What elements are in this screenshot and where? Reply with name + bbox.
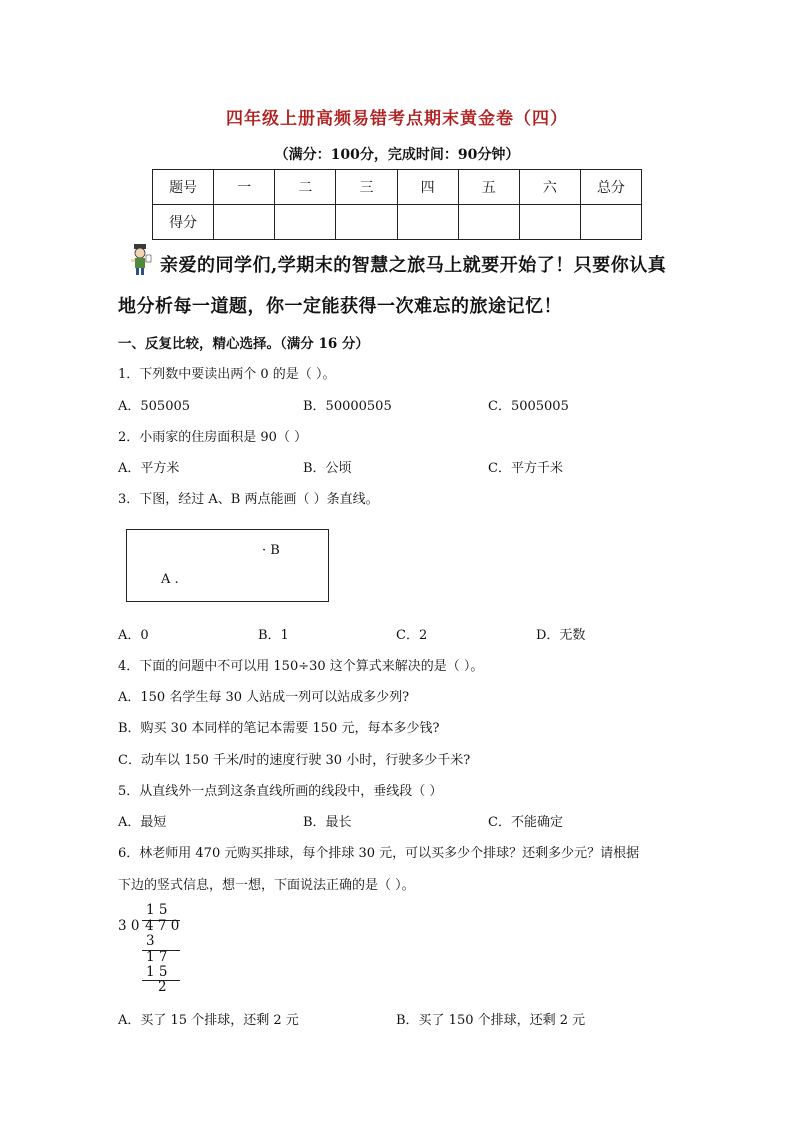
score-header-cell: 二 [275,170,336,205]
q4-option-a[interactable]: A．150 名学生每 30 人站成一列可以站成多少列? [118,690,410,705]
point-a-label: A . [161,572,179,587]
q1-option-c[interactable]: C．5005005 [488,399,569,414]
score-header-cell: 三 [336,170,397,205]
division-dividend: 4 7 0 [145,918,180,934]
page-title: 四年级上册高频易错考点期末黄金卷（四） [226,109,568,129]
score-input-cell[interactable] [458,205,519,240]
question-1: 1．下列数中要读出两个 0 的是（ ）。 [118,367,336,382]
score-table [152,169,642,240]
division-step-3: 1 5 [146,964,168,980]
division-quotient: 1 5 [146,902,168,918]
question-3: 3．下图，经过 A、B 两点能画（ ）条直线。 [118,492,379,507]
exam-info: （满分：100分，完成时间：90分钟） [274,147,520,163]
division-step-1: 3 [146,933,155,949]
question-6-line-2: 下边的竖式信息，想一想，下面说法正确的是（ ）。 [118,878,415,893]
score-header-cell: 题号 [153,170,214,205]
division-divisor: 3 0 [118,918,140,934]
score-input-cell[interactable] [519,205,580,240]
q2-option-b[interactable]: B．公顷 [303,461,352,476]
q1-option-b[interactable]: B．50000505 [303,399,392,414]
division-remainder: 2 [158,979,167,995]
q2-option-a[interactable]: A．平方米 [118,461,180,476]
long-division-figure [118,900,198,995]
q6-option-b[interactable]: B．买了 150 个排球，还剩 2 元 [396,1013,586,1028]
q3-option-a[interactable]: A．0 [118,628,149,643]
question-4: 4．下面的问题中不可以用 150÷30 这个算式来解决的是（ ）。 [118,659,484,674]
question-6-line-1: 6．林老师用 470 元购买排球，每个排球 30 元，可以买多少个排球？还剩多少元？请根据 [118,846,640,861]
q4-option-b[interactable]: B．购买 30 本同样的笔记本需要 150 元，每本多少钱? [118,721,440,736]
score-input-cell[interactable] [275,205,336,240]
q5-option-a[interactable]: A．最短 [118,815,167,830]
section-heading: 一、反复比较，精心选择。（满分 16 分） [118,336,369,352]
q3-option-b[interactable]: B．1 [258,628,289,643]
score-input-cell[interactable] [580,205,641,240]
score-header-cell: 四 [397,170,458,205]
intro-line-1: 亲爱的同学们,学期末的智慧之旅马上就要开始了！只要你认真 [160,255,667,276]
score-header-cell: 总分 [580,170,641,205]
division-step-2: 1 7 [146,949,168,965]
score-input-cell[interactable] [336,205,397,240]
score-input-cell[interactable] [397,205,458,240]
q5-option-b[interactable]: B．最长 [303,815,352,830]
score-row-label: 得分 [153,205,214,240]
q5-option-c[interactable]: C．不能确定 [488,815,563,830]
question-5: 5．从直线外一点到这条直线所画的线段中，垂线段（ ） [118,784,443,799]
q3-option-d[interactable]: D．无数 [536,628,586,643]
question-2: 2．小雨家的住房面积是 90（ ） [118,430,308,445]
score-header-cell: 六 [519,170,580,205]
point-b-label: · B [262,543,280,558]
score-input-cell[interactable] [214,205,275,240]
intro-line-2: 地分析每一道题，你一定能获得一次难忘的旅途记忆！ [118,296,562,317]
score-header-cell: 一 [214,170,275,205]
q1-option-a[interactable]: A．505005 [118,399,191,414]
q2-option-c[interactable]: C．平方千米 [488,461,563,476]
points-figure [126,529,329,602]
score-table-header-row [153,170,642,205]
q6-option-a[interactable]: A．买了 15 个排球，还剩 2 元 [118,1013,299,1028]
score-table-score-row [153,205,642,240]
score-header-cell: 五 [458,170,519,205]
student-mascot-icon [128,243,152,277]
q4-option-c[interactable]: C．动车以 150 千米/时的速度行驶 30 小时，行驶多少千米? [118,753,471,768]
q3-option-c[interactable]: C．2 [396,628,428,643]
